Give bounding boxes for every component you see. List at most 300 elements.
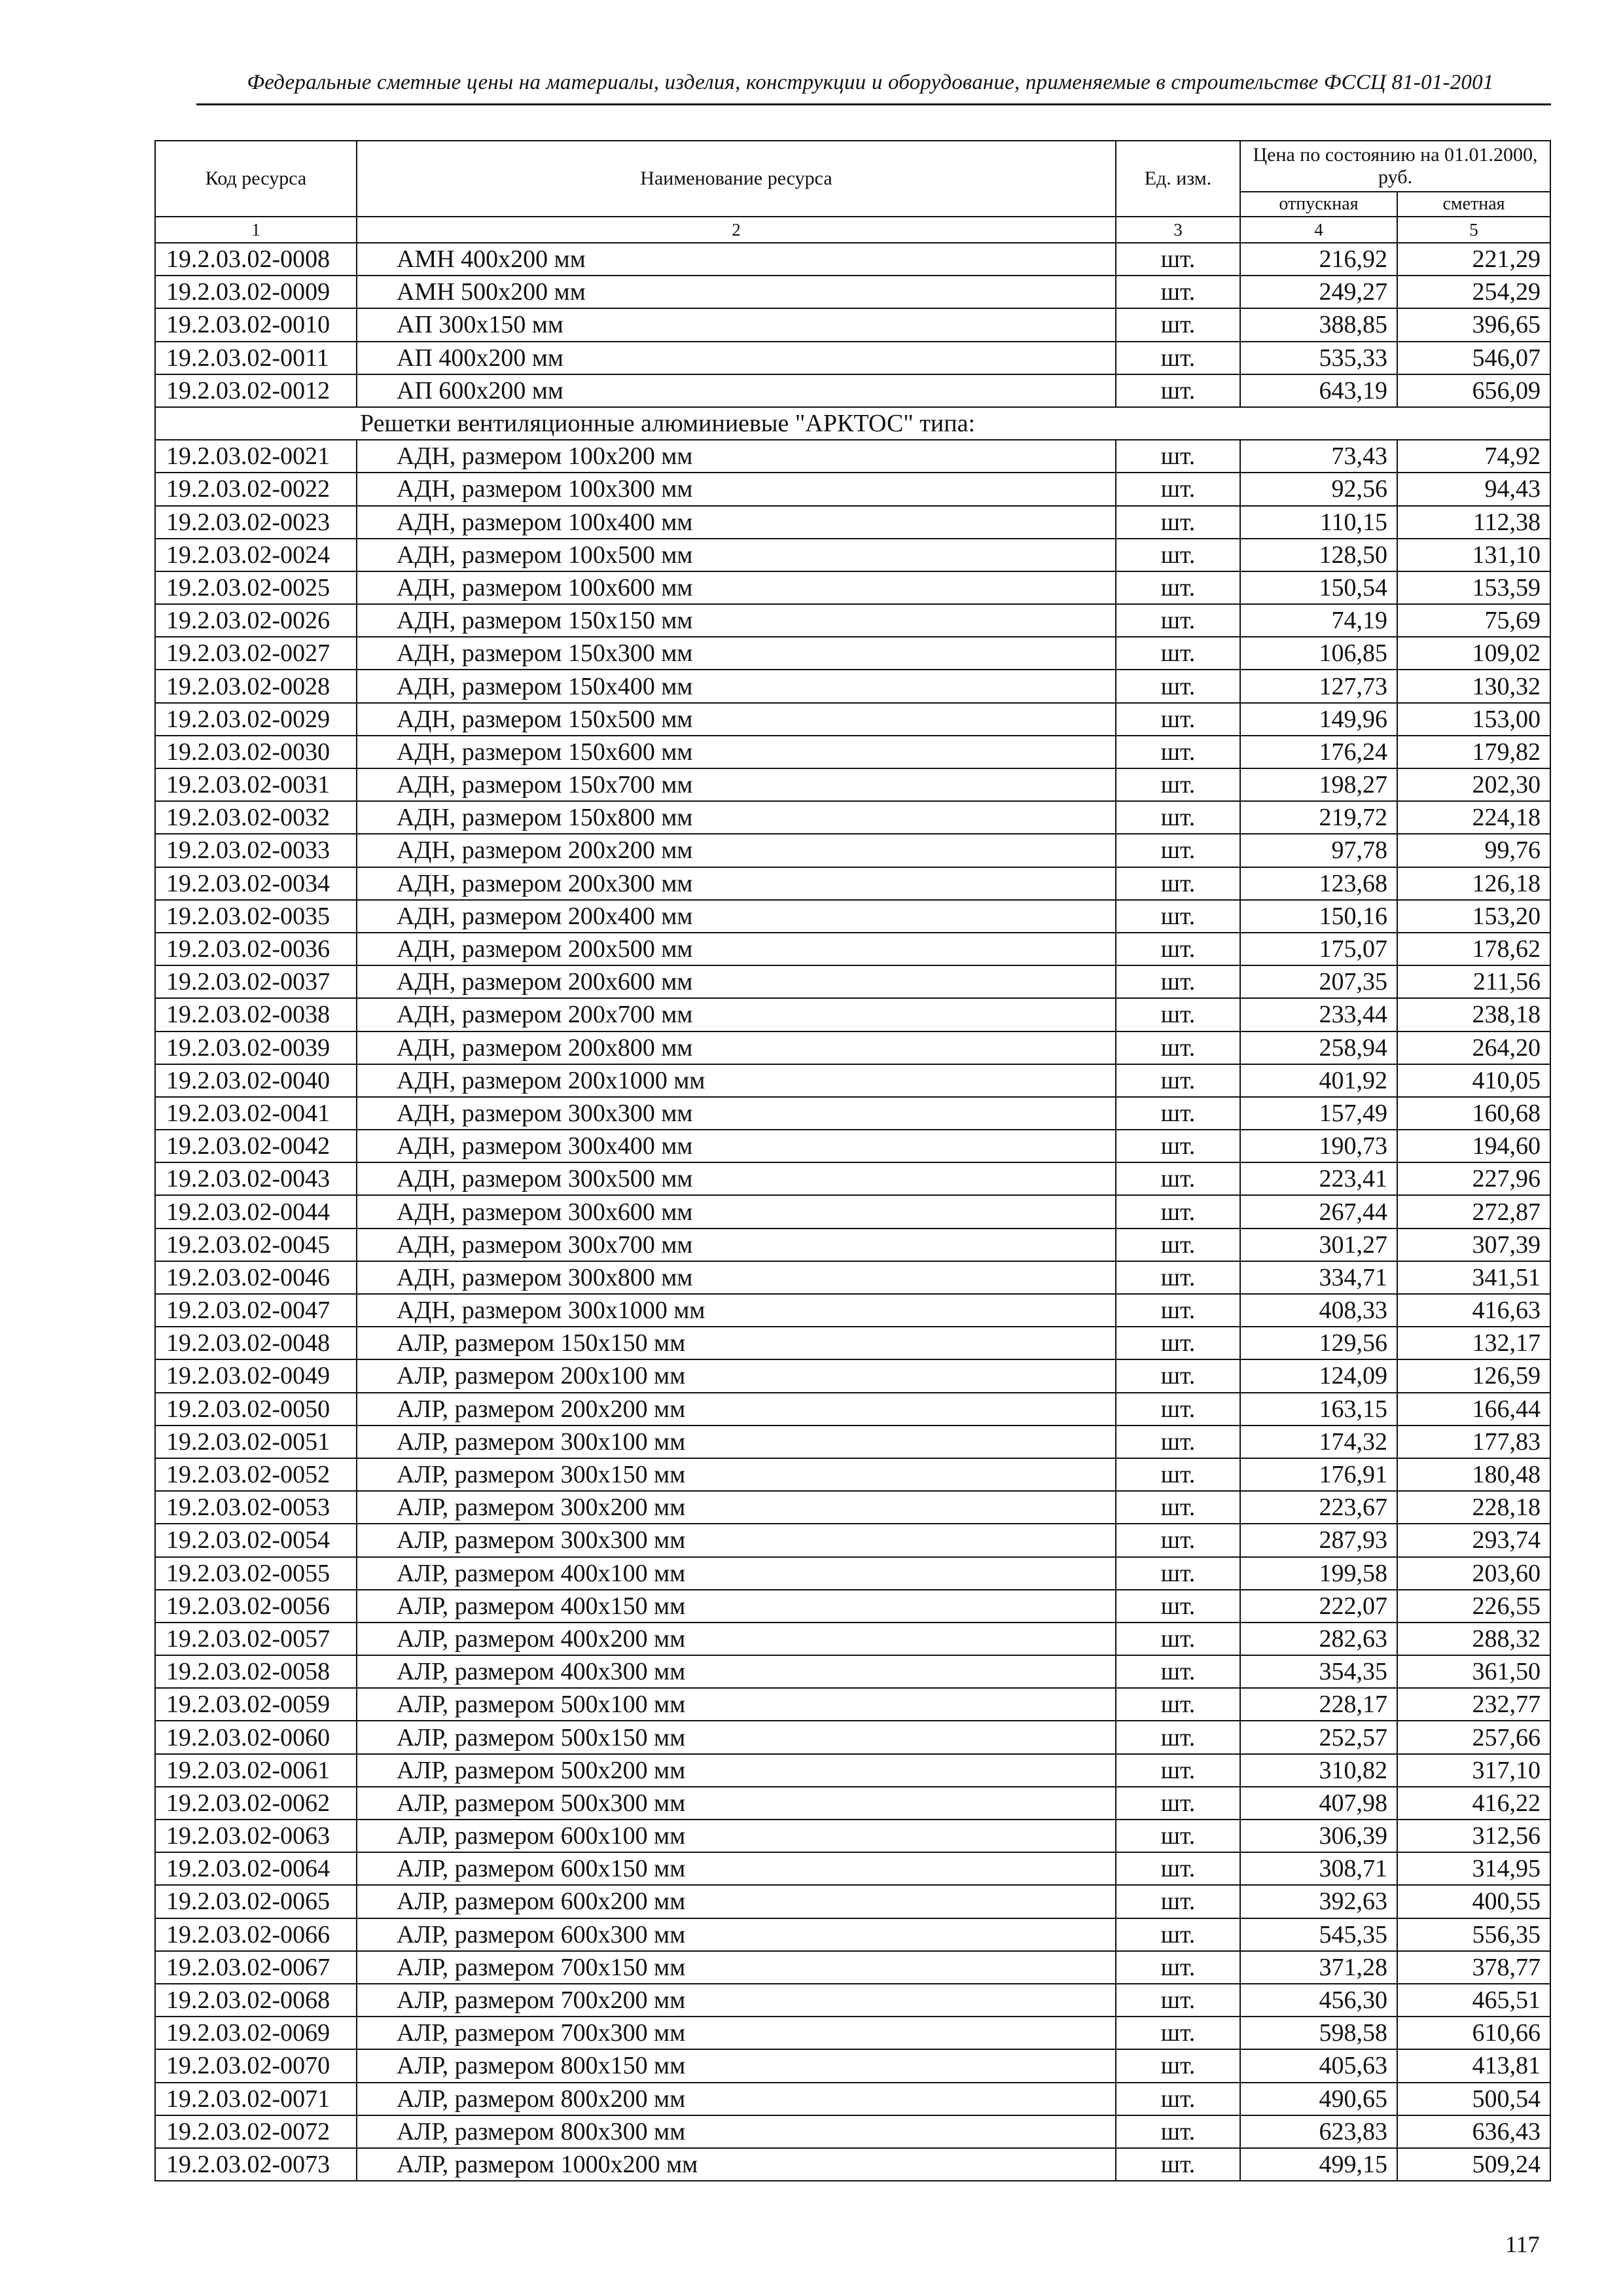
resource-code: 19.2.03.02-0011: [155, 342, 357, 374]
release-price: 310,82: [1240, 1754, 1397, 1787]
table-row: [155, 342, 1550, 374]
resource-name: АДН, размером 150х600 мм: [357, 736, 1116, 768]
resource-name: АДН, размером 200х400 мм: [357, 900, 1116, 933]
unit-cell: шт.: [1116, 736, 1240, 768]
table-row: [155, 1688, 1550, 1721]
unit-cell: шт.: [1116, 1393, 1240, 1426]
release-price: 643,19: [1240, 374, 1397, 407]
release-price: 223,67: [1240, 1491, 1397, 1524]
column-number: 2: [357, 217, 1116, 243]
release-price: 150,54: [1240, 571, 1397, 604]
estimate-price: 166,44: [1397, 1393, 1550, 1426]
table-row: [155, 867, 1550, 900]
unit-cell: шт.: [1116, 1130, 1240, 1162]
estimate-price: 227,96: [1397, 1162, 1550, 1195]
resource-code: 19.2.03.02-0058: [155, 1655, 357, 1688]
table-row: [155, 1229, 1550, 1261]
estimate-price: 378,77: [1397, 1951, 1550, 1984]
table-row: [155, 1885, 1550, 1918]
resource-code: 19.2.03.02-0028: [155, 670, 357, 702]
unit-cell: шт.: [1116, 1787, 1240, 1820]
table-row: [155, 243, 1550, 276]
table-row: [155, 2083, 1550, 2115]
unit-cell: шт.: [1116, 374, 1240, 407]
estimate-price: 203,60: [1397, 1557, 1550, 1590]
resource-name: АЛР, размером 500х100 мм: [357, 1688, 1116, 1721]
release-price: 287,93: [1240, 1524, 1397, 1556]
resource-name: АП 300х150 мм: [357, 308, 1116, 341]
estimate-price: 126,18: [1397, 867, 1550, 900]
table-row: [155, 1458, 1550, 1491]
estimate-price: 656,09: [1397, 374, 1550, 407]
unit-cell: шт.: [1116, 1097, 1240, 1130]
resource-code: 19.2.03.02-0029: [155, 703, 357, 736]
unit-cell: шт.: [1116, 1754, 1240, 1787]
resource-code: 19.2.03.02-0066: [155, 1918, 357, 1951]
table-row: [155, 1359, 1550, 1392]
unit-cell: шт.: [1116, 703, 1240, 736]
estimate-price: 465,51: [1397, 1984, 1550, 2017]
resource-name: АДН, размером 300х300 мм: [357, 1097, 1116, 1130]
unit-cell: шт.: [1116, 834, 1240, 867]
resource-name: АДН, размером 200х800 мм: [357, 1031, 1116, 1064]
release-price: 545,35: [1240, 1918, 1397, 1951]
unit-cell: шт.: [1116, 1261, 1240, 1294]
release-price: 174,32: [1240, 1426, 1397, 1458]
column-number: 3: [1116, 217, 1240, 243]
table-row: [155, 1097, 1550, 1130]
running-header: Федеральные сметные цены на материалы, изделия, конструкции и оборудование, применяемые в строительстве ФССЦ 81-01-2001: [247, 71, 1494, 94]
unit-cell: шт.: [1116, 1229, 1240, 1261]
resource-code: 19.2.03.02-0051: [155, 1426, 357, 1458]
release-price: 124,09: [1240, 1359, 1397, 1392]
resource-name: АП 400х200 мм: [357, 342, 1116, 374]
resource-code: 19.2.03.02-0036: [155, 933, 357, 965]
table-row: [155, 1787, 1550, 1820]
table-row: [155, 933, 1550, 965]
unit-cell: шт.: [1116, 965, 1240, 998]
table-row: [155, 276, 1550, 308]
table-row: [155, 2017, 1550, 2049]
resource-name: АДН, размером 150х700 мм: [357, 768, 1116, 801]
release-price: 175,07: [1240, 933, 1397, 965]
table-row: [155, 1655, 1550, 1688]
estimate-price: 160,68: [1397, 1097, 1550, 1130]
release-price: 267,44: [1240, 1195, 1397, 1228]
resource-name: АЛР, размером 600х150 мм: [357, 1852, 1116, 1885]
estimate-price: 396,65: [1397, 308, 1550, 341]
unit-cell: шт.: [1116, 637, 1240, 670]
header-name: Наименование ресурса: [357, 141, 1116, 217]
table-row: [155, 1294, 1550, 1327]
estimate-price: 288,32: [1397, 1623, 1550, 1655]
resource-name: АЛР, размером 400х150 мм: [357, 1590, 1116, 1623]
estimate-price: 341,51: [1397, 1261, 1550, 1294]
unit-cell: шт.: [1116, 440, 1240, 473]
estimate-price: 224,18: [1397, 801, 1550, 834]
estimate-price: 546,07: [1397, 342, 1550, 374]
header-estimate-price: сметная: [1397, 192, 1550, 217]
unit-cell: шт.: [1116, 1327, 1240, 1359]
resource-name: АДН, размером 200х300 мм: [357, 867, 1116, 900]
resource-name: АЛР, размером 200х100 мм: [357, 1359, 1116, 1392]
table-row: [155, 440, 1550, 473]
release-price: 535,33: [1240, 342, 1397, 374]
unit-cell: шт.: [1116, 2017, 1240, 2049]
unit-cell: шт.: [1116, 1458, 1240, 1491]
release-price: 163,15: [1240, 1393, 1397, 1426]
table-row: [155, 1130, 1550, 1162]
release-price: 157,49: [1240, 1097, 1397, 1130]
estimate-price: 178,62: [1397, 933, 1550, 965]
table-row: [155, 1754, 1550, 1787]
resource-name: АДН, размером 300х700 мм: [357, 1229, 1116, 1261]
resource-code: 19.2.03.02-0056: [155, 1590, 357, 1623]
table-row: [155, 473, 1550, 505]
resource-code: 19.2.03.02-0057: [155, 1623, 357, 1655]
resource-name: АЛР, размером 700х300 мм: [357, 2017, 1116, 2049]
estimate-price: 264,20: [1397, 1031, 1550, 1064]
estimate-price: 74,92: [1397, 440, 1550, 473]
unit-cell: шт.: [1116, 342, 1240, 374]
table-row: [155, 1524, 1550, 1556]
resource-code: 19.2.03.02-0071: [155, 2083, 357, 2115]
resource-name: АДН, размером 100х400 мм: [357, 506, 1116, 539]
table-row: [155, 1951, 1550, 1984]
resource-name: АЛР, размером 500х150 мм: [357, 1721, 1116, 1753]
resource-code: 19.2.03.02-0053: [155, 1491, 357, 1524]
table-row: [155, 1491, 1550, 1524]
resource-name: АЛР, размером 150х150 мм: [357, 1327, 1116, 1359]
table-row: [155, 2049, 1550, 2082]
resource-code: 19.2.03.02-0070: [155, 2049, 357, 2082]
resource-code: 19.2.03.02-0052: [155, 1458, 357, 1491]
unit-cell: шт.: [1116, 1655, 1240, 1688]
unit-cell: шт.: [1116, 1885, 1240, 1918]
resource-code: 19.2.03.02-0009: [155, 276, 357, 308]
table-row: [155, 1195, 1550, 1228]
release-price: 388,85: [1240, 308, 1397, 341]
release-price: 207,35: [1240, 965, 1397, 998]
resource-name: АЛР, размером 1000х200 мм: [357, 2148, 1116, 2181]
unit-cell: шт.: [1116, 1491, 1240, 1524]
table-row: [155, 900, 1550, 933]
estimate-price: 228,18: [1397, 1491, 1550, 1524]
estimate-price: 211,56: [1397, 965, 1550, 998]
resource-name: АДН, размером 150х500 мм: [357, 703, 1116, 736]
resource-code: 19.2.03.02-0037: [155, 965, 357, 998]
unit-cell: шт.: [1116, 2148, 1240, 2181]
header-rule: [196, 103, 1551, 105]
resource-code: 19.2.03.02-0010: [155, 308, 357, 341]
resource-name: АЛР, размером 700х200 мм: [357, 1984, 1116, 2017]
resource-name: АДН, размером 100х300 мм: [357, 473, 1116, 505]
unit-cell: шт.: [1116, 1294, 1240, 1327]
resource-code: 19.2.03.02-0022: [155, 473, 357, 505]
unit-cell: шт.: [1116, 604, 1240, 637]
resource-code: 19.2.03.02-0069: [155, 2017, 357, 2049]
resource-name: АЛР, размером 600х100 мм: [357, 1820, 1116, 1852]
unit-cell: шт.: [1116, 900, 1240, 933]
resource-code: 19.2.03.02-0039: [155, 1031, 357, 1064]
resource-code: 19.2.03.02-0054: [155, 1524, 357, 1556]
table-row: [155, 1031, 1550, 1064]
resource-name: АДН, размером 300х400 мм: [357, 1130, 1116, 1162]
resource-name: АЛР, размером 500х300 мм: [357, 1787, 1116, 1820]
estimate-price: 177,83: [1397, 1426, 1550, 1458]
resource-name: АЛР, размером 300х100 мм: [357, 1426, 1116, 1458]
estimate-price: 109,02: [1397, 637, 1550, 670]
estimate-price: 99,76: [1397, 834, 1550, 867]
resource-code: 19.2.03.02-0026: [155, 604, 357, 637]
resource-name: АЛР, размером 600х200 мм: [357, 1885, 1116, 1918]
table-row: [155, 1261, 1550, 1294]
resource-code: 19.2.03.02-0034: [155, 867, 357, 900]
unit-cell: шт.: [1116, 243, 1240, 276]
table-row: [155, 1162, 1550, 1195]
section-title: Решетки вентиляционные алюминиевые "АРКТОС" типа:: [155, 407, 1550, 440]
resource-name: АДН, размером 150х300 мм: [357, 637, 1116, 670]
table-row: [155, 834, 1550, 867]
resource-code: 19.2.03.02-0063: [155, 1820, 357, 1852]
resource-code: 19.2.03.02-0044: [155, 1195, 357, 1228]
release-price: 129,56: [1240, 1327, 1397, 1359]
release-price: 308,71: [1240, 1852, 1397, 1885]
resource-code: 19.2.03.02-0064: [155, 1852, 357, 1885]
estimate-price: 509,24: [1397, 2148, 1550, 2181]
estimate-price: 153,00: [1397, 703, 1550, 736]
resource-name: АЛР, размером 600х300 мм: [357, 1918, 1116, 1951]
resource-name: АДН, размером 300х600 мм: [357, 1195, 1116, 1228]
resource-name: АП 600х200 мм: [357, 374, 1116, 407]
estimate-price: 307,39: [1397, 1229, 1550, 1261]
table-row: [155, 1918, 1550, 1951]
table-row: [155, 604, 1550, 637]
resource-code: 19.2.03.02-0048: [155, 1327, 357, 1359]
table-row: [155, 703, 1550, 736]
unit-cell: шт.: [1116, 801, 1240, 834]
unit-cell: шт.: [1116, 867, 1240, 900]
resource-name: АЛР, размером 800х150 мм: [357, 2049, 1116, 2082]
unit-cell: шт.: [1116, 2049, 1240, 2082]
release-price: 223,41: [1240, 1162, 1397, 1195]
resource-name: АДН, размером 100х200 мм: [357, 440, 1116, 473]
column-numbers-row: [155, 217, 1550, 243]
resource-name: АМН 500х200 мм: [357, 276, 1116, 308]
release-price: 301,27: [1240, 1229, 1397, 1261]
estimate-price: 131,10: [1397, 539, 1550, 571]
estimate-price: 610,66: [1397, 2017, 1550, 2049]
estimate-price: 272,87: [1397, 1195, 1550, 1228]
resource-code: 19.2.03.02-0049: [155, 1359, 357, 1392]
resource-name: АЛР, размером 500х200 мм: [357, 1754, 1116, 1787]
resource-code: 19.2.03.02-0062: [155, 1787, 357, 1820]
estimate-price: 314,95: [1397, 1852, 1550, 1885]
resource-code: 19.2.03.02-0072: [155, 2115, 357, 2148]
resource-code: 19.2.03.02-0065: [155, 1885, 357, 1918]
estimate-price: 636,43: [1397, 2115, 1550, 2148]
resource-code: 19.2.03.02-0033: [155, 834, 357, 867]
header-code: Код ресурса: [155, 141, 357, 217]
estimate-price: 500,54: [1397, 2083, 1550, 2115]
release-price: 176,91: [1240, 1458, 1397, 1491]
unit-cell: шт.: [1116, 1426, 1240, 1458]
unit-cell: шт.: [1116, 1852, 1240, 1885]
table-row: [155, 1426, 1550, 1458]
release-price: 407,98: [1240, 1787, 1397, 1820]
release-price: 228,17: [1240, 1688, 1397, 1721]
release-price: 190,73: [1240, 1130, 1397, 1162]
release-price: 73,43: [1240, 440, 1397, 473]
unit-cell: шт.: [1116, 933, 1240, 965]
release-price: 306,39: [1240, 1820, 1397, 1852]
unit-cell: шт.: [1116, 1688, 1240, 1721]
unit-cell: шт.: [1116, 1359, 1240, 1392]
resource-name: АДН, размером 300х800 мм: [357, 1261, 1116, 1294]
unit-cell: шт.: [1116, 1721, 1240, 1753]
estimate-price: 75,69: [1397, 604, 1550, 637]
table-row: [155, 801, 1550, 834]
table-row: [155, 571, 1550, 604]
table-row: [155, 998, 1550, 1031]
estimate-price: 112,38: [1397, 506, 1550, 539]
release-price: 97,78: [1240, 834, 1397, 867]
release-price: 128,50: [1240, 539, 1397, 571]
table-row: [155, 1327, 1550, 1359]
release-price: 198,27: [1240, 768, 1397, 801]
unit-cell: шт.: [1116, 1524, 1240, 1556]
unit-cell: шт.: [1116, 1557, 1240, 1590]
resource-code: 19.2.03.02-0068: [155, 1984, 357, 2017]
resource-name: АДН, размером 200х1000 мм: [357, 1064, 1116, 1097]
estimate-price: 226,55: [1397, 1590, 1550, 1623]
resource-code: 19.2.03.02-0027: [155, 637, 357, 670]
resource-name: АДН, размером 300х1000 мм: [357, 1294, 1116, 1327]
release-price: 150,16: [1240, 900, 1397, 933]
resource-name: АЛР, размером 800х200 мм: [357, 2083, 1116, 2115]
release-price: 405,63: [1240, 2049, 1397, 2082]
table-row: [155, 1852, 1550, 1885]
resource-name: АДН, размером 150х400 мм: [357, 670, 1116, 702]
unit-cell: шт.: [1116, 539, 1240, 571]
resource-code: 19.2.03.02-0041: [155, 1097, 357, 1130]
estimate-price: 202,30: [1397, 768, 1550, 801]
resource-name: АДН, размером 100х500 мм: [357, 539, 1116, 571]
release-price: 127,73: [1240, 670, 1397, 702]
estimate-price: 410,05: [1397, 1064, 1550, 1097]
unit-cell: шт.: [1116, 571, 1240, 604]
resource-name: АЛР, размером 800х300 мм: [357, 2115, 1116, 2148]
resource-code: 19.2.03.02-0061: [155, 1754, 357, 1787]
release-price: 354,35: [1240, 1655, 1397, 1688]
estimate-price: 238,18: [1397, 998, 1550, 1031]
release-price: 490,65: [1240, 2083, 1397, 2115]
table-row: [155, 1721, 1550, 1753]
estimate-price: 194,60: [1397, 1130, 1550, 1162]
release-price: 499,15: [1240, 2148, 1397, 2181]
table-row: [155, 670, 1550, 702]
resource-code: 19.2.03.02-0073: [155, 2148, 357, 2181]
estimate-price: 312,56: [1397, 1820, 1550, 1852]
estimate-price: 126,59: [1397, 1359, 1550, 1392]
release-price: 408,33: [1240, 1294, 1397, 1327]
table-row: [155, 506, 1550, 539]
resource-code: 19.2.03.02-0024: [155, 539, 357, 571]
release-price: 598,58: [1240, 2017, 1397, 2049]
release-price: 216,92: [1240, 243, 1397, 276]
price-table: [154, 140, 1551, 2181]
resource-name: АЛР, размером 300х300 мм: [357, 1524, 1116, 1556]
resource-code: 19.2.03.02-0055: [155, 1557, 357, 1590]
resource-name: АЛР, размером 400х300 мм: [357, 1655, 1116, 1688]
resource-code: 19.2.03.02-0042: [155, 1130, 357, 1162]
release-price: 401,92: [1240, 1064, 1397, 1097]
estimate-price: 153,59: [1397, 571, 1550, 604]
resource-code: 19.2.03.02-0008: [155, 243, 357, 276]
resource-code: 19.2.03.02-0021: [155, 440, 357, 473]
release-price: 106,85: [1240, 637, 1397, 670]
unit-cell: шт.: [1116, 473, 1240, 505]
resource-name: АЛР, размером 200х200 мм: [357, 1393, 1116, 1426]
header-release-price: отпускная: [1240, 192, 1397, 217]
resource-code: 19.2.03.02-0023: [155, 506, 357, 539]
resource-name: АДН, размером 150х800 мм: [357, 801, 1116, 834]
unit-cell: шт.: [1116, 1162, 1240, 1195]
release-price: 219,72: [1240, 801, 1397, 834]
unit-cell: шт.: [1116, 276, 1240, 308]
release-price: 233,44: [1240, 998, 1397, 1031]
release-price: 110,15: [1240, 506, 1397, 539]
estimate-price: 293,74: [1397, 1524, 1550, 1556]
estimate-price: 413,81: [1397, 2049, 1550, 2082]
release-price: 334,71: [1240, 1261, 1397, 1294]
unit-cell: шт.: [1116, 1820, 1240, 1852]
estimate-price: 556,35: [1397, 1918, 1550, 1951]
release-price: 222,07: [1240, 1590, 1397, 1623]
resource-name: АДН, размером 100х600 мм: [357, 571, 1116, 604]
estimate-price: 257,66: [1397, 1721, 1550, 1753]
estimate-price: 179,82: [1397, 736, 1550, 768]
resource-code: 19.2.03.02-0067: [155, 1951, 357, 1984]
resource-name: АДН, размером 200х500 мм: [357, 933, 1116, 965]
resource-name: АЛР, размером 300х200 мм: [357, 1491, 1116, 1524]
table-row: [155, 1064, 1550, 1097]
release-price: 74,19: [1240, 604, 1397, 637]
estimate-price: 130,32: [1397, 670, 1550, 702]
estimate-price: 254,29: [1397, 276, 1550, 308]
header-unit: Ед. изм.: [1116, 141, 1240, 217]
release-price: 623,83: [1240, 2115, 1397, 2148]
column-number: 4: [1240, 217, 1397, 243]
estimate-price: 153,20: [1397, 900, 1550, 933]
resource-name: АЛР, размером 400х100 мм: [357, 1557, 1116, 1590]
unit-cell: шт.: [1116, 2083, 1240, 2115]
table-row: [155, 1820, 1550, 1852]
resource-code: 19.2.03.02-0050: [155, 1393, 357, 1426]
resource-code: 19.2.03.02-0012: [155, 374, 357, 407]
unit-cell: шт.: [1116, 1031, 1240, 1064]
table-row: [155, 965, 1550, 998]
resource-code: 19.2.03.02-0031: [155, 768, 357, 801]
unit-cell: шт.: [1116, 2115, 1240, 2148]
unit-cell: шт.: [1116, 1951, 1240, 1984]
resource-code: 19.2.03.02-0046: [155, 1261, 357, 1294]
table-row: [155, 1590, 1550, 1623]
resource-name: АДН, размером 200х200 мм: [357, 834, 1116, 867]
table-row: [155, 2115, 1550, 2148]
page-number: 117: [1505, 2231, 1540, 2257]
resource-code: 19.2.03.02-0032: [155, 801, 357, 834]
